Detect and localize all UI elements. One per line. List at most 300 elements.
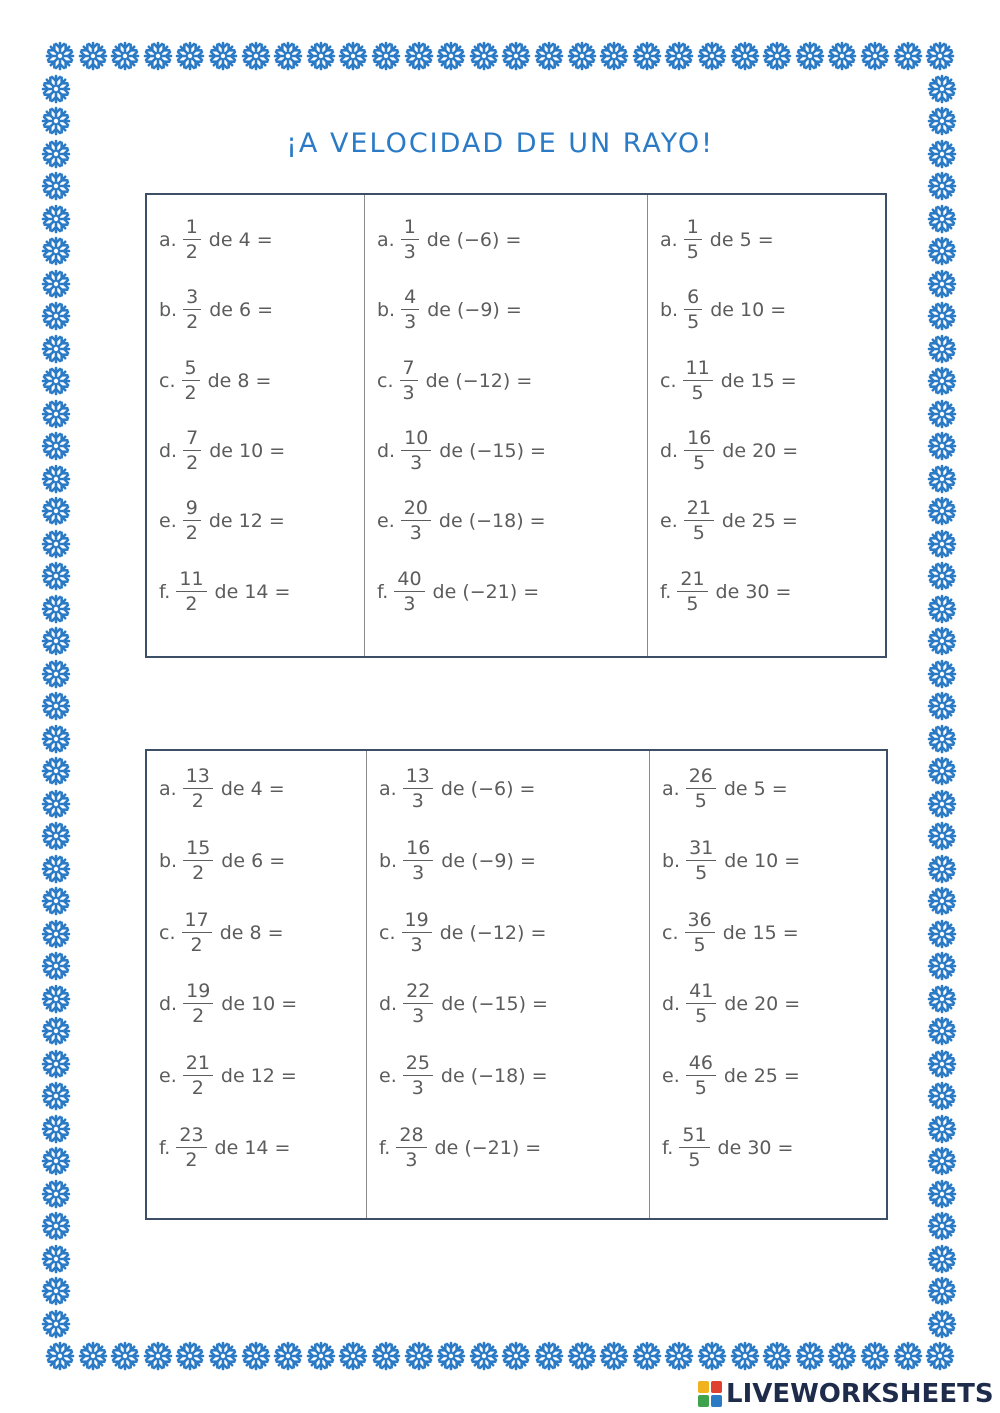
snowflake-icon: [40, 1080, 72, 1112]
snowflake-icon: [40, 1015, 72, 1047]
expression-rest: de 30 =: [715, 580, 792, 603]
snowflake-icon: [926, 1113, 958, 1145]
fraction: [176, 567, 206, 615]
snowflake-icon: [729, 1340, 761, 1372]
expression-rest: de 6 =: [221, 849, 286, 872]
expression-rest: de 15 =: [720, 369, 797, 392]
expression-rest: de 4 =: [220, 778, 285, 800]
snowflake-icon: [926, 690, 958, 722]
snowflake-icon: [272, 40, 304, 72]
snowflake-icon: [240, 40, 272, 72]
fraction: [684, 218, 702, 262]
fraction-numerator: 16: [406, 836, 431, 859]
fraction: [403, 982, 433, 1026]
expression-rest: de (−15) =: [439, 439, 546, 462]
snowflake-icon: [435, 1340, 467, 1372]
fraction-numerator: 1: [403, 216, 416, 238]
snowflake-icon: [926, 1275, 958, 1307]
expression-rest: de 4 =: [208, 229, 273, 251]
fraction: [183, 836, 213, 884]
fraction: [686, 982, 716, 1026]
exercise-column-3: [649, 751, 887, 1218]
fraction-numerator: 6: [687, 286, 700, 309]
fraction-denominator: 3: [405, 1149, 418, 1171]
fraction-numerator: 21: [686, 497, 711, 520]
fraction-numerator: 26: [688, 765, 713, 787]
brand-name: LIVEWORKSHEETS: [726, 1379, 994, 1409]
snowflake-icon: [696, 1340, 728, 1372]
exercise-item: [159, 903, 284, 963]
fraction: [400, 356, 418, 404]
item-label: c.: [660, 369, 677, 392]
fraction-numerator: 36: [687, 908, 712, 931]
snowflake-icon: [40, 73, 72, 105]
item-label: d.: [662, 993, 681, 1016]
expression-rest: de 25 =: [723, 1065, 800, 1088]
fraction-denominator: 3: [404, 311, 417, 334]
item-label: a.: [159, 229, 177, 251]
snowflake-icon: [109, 40, 141, 72]
snowflake-icon: [40, 528, 72, 560]
fraction: [182, 356, 200, 404]
fraction-numerator: 11: [685, 356, 710, 379]
snowflake-icon: [926, 885, 958, 917]
exercise-item: [379, 1118, 541, 1178]
fraction: [684, 499, 714, 543]
item-label: a.: [662, 778, 680, 800]
exercise-item: [662, 903, 799, 963]
exercise-item: [159, 759, 285, 819]
fraction-numerator: 41: [689, 980, 714, 1003]
fraction: [686, 767, 716, 811]
snowflake-icon: [337, 40, 369, 72]
snowflake-icon: [174, 40, 206, 72]
expression-rest: de 25 =: [721, 510, 798, 533]
snowflake-icon: [663, 40, 695, 72]
fraction: [401, 499, 431, 543]
fraction-numerator: 19: [186, 980, 211, 1003]
snowflake-icon: [44, 1340, 76, 1372]
fraction: [403, 836, 433, 884]
exercise-item: [377, 562, 539, 622]
fraction-denominator: 2: [192, 861, 205, 884]
snowflake-icon: [926, 755, 958, 787]
exercise-item: [379, 974, 548, 1034]
fraction: [684, 426, 714, 474]
snowflake-icon: [77, 1340, 109, 1372]
fraction-denominator: 3: [412, 861, 425, 884]
snowflake-icon: [926, 820, 958, 852]
fraction-denominator: 2: [191, 790, 204, 812]
fraction-numerator: 16: [687, 426, 712, 449]
snowflake-icon: [631, 40, 663, 72]
exercise-column-2: [364, 195, 648, 656]
snowflake-icon: [500, 1340, 532, 1372]
item-label: c.: [379, 921, 396, 944]
exercise-item: [159, 421, 285, 481]
snowflake-icon: [142, 1340, 174, 1372]
fraction: [396, 1126, 426, 1170]
snowflake-icon: [40, 1243, 72, 1275]
fraction-numerator: 17: [184, 908, 209, 931]
item-label: d.: [379, 993, 398, 1016]
fraction-denominator: 5: [693, 451, 706, 474]
snowflake-icon: [892, 1340, 924, 1372]
exercise-item: [660, 562, 791, 622]
snowflake-icon: [926, 1308, 958, 1340]
expression-rest: de (−6) =: [426, 229, 522, 251]
snowflake-icon: [826, 1340, 858, 1372]
fraction-numerator: 3: [186, 286, 199, 309]
snowflake-icon: [598, 40, 630, 72]
item-label: e.: [379, 1065, 397, 1088]
fraction-denominator: 5: [695, 861, 708, 884]
fraction-denominator: 5: [687, 311, 700, 334]
fraction-numerator: 22: [406, 980, 431, 1003]
fraction-denominator: 3: [410, 933, 423, 956]
exercise-item: [662, 831, 800, 891]
snowflake-icon: [598, 1340, 630, 1372]
liveworksheets-logo: [698, 1378, 994, 1410]
fraction-denominator: 3: [412, 1005, 425, 1028]
fraction: [677, 567, 707, 615]
expression-rest: de 20 =: [724, 993, 801, 1016]
fraction-denominator: 3: [411, 790, 424, 812]
snowflake-icon: [761, 1340, 793, 1372]
snowflake-icon: [272, 1340, 304, 1372]
fraction: [686, 1054, 716, 1098]
snowflake-icon: [926, 398, 958, 430]
exercise-item: [660, 280, 786, 340]
snowflake-icon: [926, 73, 958, 105]
snowflake-icon: [40, 788, 72, 820]
fraction-denominator: 5: [693, 933, 706, 956]
snowflake-icon: [240, 1340, 272, 1372]
fraction-denominator: 2: [191, 1077, 204, 1100]
snowflake-icon: [40, 1145, 72, 1177]
item-label: e.: [662, 1065, 680, 1088]
item-label: f.: [660, 580, 672, 603]
snowflake-icon: [826, 40, 858, 72]
item-label: f.: [377, 580, 389, 603]
exercise-table-2: [145, 749, 888, 1220]
snowflake-icon: [696, 40, 728, 72]
snowflake-icon: [794, 1340, 826, 1372]
snowflake-icon: [435, 40, 467, 72]
snowflake-icon: [40, 593, 72, 625]
fraction-denominator: 5: [691, 381, 704, 404]
exercise-item: [662, 1046, 800, 1106]
fraction-numerator: 31: [689, 836, 714, 859]
fraction: [182, 908, 212, 956]
snowflake-icon: [892, 40, 924, 72]
snowflake-icon: [926, 1210, 958, 1242]
snowflake-icon: [40, 658, 72, 690]
snowflake-icon: [403, 40, 435, 72]
snowflake-icon: [924, 1340, 956, 1372]
item-label: d.: [377, 439, 396, 462]
fraction-numerator: 4: [404, 286, 417, 309]
snowflake-icon: [40, 1275, 72, 1307]
expression-rest: de 10 =: [209, 439, 286, 462]
fraction-numerator: 46: [688, 1052, 713, 1075]
snowflake-icon: [631, 1340, 663, 1372]
item-label: a.: [379, 778, 397, 800]
snowflake-icon: [924, 40, 956, 72]
exercise-item: [377, 280, 522, 340]
snowflake-icon: [370, 40, 402, 72]
snowflake-icon: [926, 1145, 958, 1177]
snowflake-icon: [40, 170, 72, 202]
fraction: [183, 982, 213, 1026]
snowflake-icon: [40, 625, 72, 657]
exercise-item: [159, 562, 290, 622]
snowflake-icon: [926, 593, 958, 625]
fraction-denominator: 2: [186, 311, 199, 334]
fraction-denominator: 3: [403, 592, 416, 615]
snowflake-icon: [926, 1178, 958, 1210]
fraction: [686, 836, 716, 884]
snowflake-icon: [40, 463, 72, 495]
exercise-column-2: [366, 751, 650, 1218]
fraction: [183, 288, 201, 332]
snowflake-icon: [40, 853, 72, 885]
expression-rest: de 10 =: [710, 299, 787, 322]
fraction-denominator: 5: [686, 241, 699, 263]
snowflake-icon: [109, 1340, 141, 1372]
fraction: [401, 288, 419, 332]
exercise-column-1: [147, 195, 364, 656]
item-label: b.: [377, 299, 396, 322]
snowflake-icon: [40, 1308, 72, 1340]
fraction: [683, 356, 713, 404]
item-label: b.: [159, 849, 178, 872]
fraction-denominator: 3: [409, 522, 422, 545]
exercise-item: [377, 491, 546, 551]
page-title: ¡A VELOCIDAD DE UN RAYO!: [286, 128, 714, 159]
snowflake-icon: [926, 625, 958, 657]
snowflake-icon: [859, 40, 891, 72]
expression-rest: de 14 =: [214, 580, 291, 603]
fraction: [403, 1054, 433, 1098]
expression-rest: de 5 =: [723, 778, 788, 800]
fraction-numerator: 1: [185, 216, 198, 238]
fraction: [394, 567, 424, 615]
item-label: f.: [159, 580, 171, 603]
exercise-item: [660, 351, 797, 411]
fraction-denominator: 5: [694, 1077, 707, 1100]
fraction-denominator: 2: [185, 592, 198, 615]
exercise-column-1: [147, 751, 366, 1218]
expression-rest: de 12 =: [220, 1065, 297, 1088]
fraction-denominator: 5: [686, 592, 699, 615]
exercise-item: [159, 974, 297, 1034]
snowflake-icon: [40, 268, 72, 300]
fraction-numerator: 25: [405, 1052, 430, 1075]
fraction-numerator: 7: [402, 356, 415, 379]
expression-rest: de 15 =: [722, 921, 799, 944]
snowflake-icon: [40, 300, 72, 332]
fraction: [684, 288, 702, 332]
snowflake-icon: [40, 1178, 72, 1210]
item-label: f.: [159, 1137, 171, 1159]
snowflake-icon: [926, 950, 958, 982]
snowflake-icon: [926, 268, 958, 300]
fraction-denominator: 2: [184, 381, 197, 404]
fraction-numerator: 10: [404, 426, 429, 449]
snowflake-icon: [794, 40, 826, 72]
item-label: e.: [159, 1065, 177, 1088]
expression-rest: de (−9) =: [441, 849, 536, 872]
expression-rest: de 8 =: [219, 921, 284, 944]
snowflake-icon: [926, 658, 958, 690]
item-label: c.: [662, 921, 679, 944]
exercise-item: [159, 1046, 297, 1106]
expression-rest: de (−21) =: [434, 1137, 542, 1159]
item-label: f.: [662, 1137, 674, 1159]
expression-rest: de 5 =: [709, 229, 774, 251]
snowflake-icon: [40, 820, 72, 852]
snowflake-icon: [761, 40, 793, 72]
exercise-item: [379, 759, 535, 819]
fraction-numerator: 28: [399, 1124, 424, 1146]
item-label: e.: [377, 510, 395, 533]
snowflake-icon: [40, 723, 72, 755]
fraction-denominator: 3: [402, 381, 415, 404]
snowflake-icon: [926, 333, 958, 365]
fraction: [183, 426, 201, 474]
snowflake-icon: [40, 950, 72, 982]
expression-rest: de 6 =: [209, 299, 274, 322]
exercise-column-3: [647, 195, 886, 656]
snowflake-icon: [926, 203, 958, 235]
fraction: [401, 218, 419, 262]
snowflake-icon: [40, 690, 72, 722]
fraction: [176, 1126, 206, 1170]
snowflake-icon: [40, 560, 72, 592]
fraction-numerator: 21: [185, 1052, 210, 1075]
expression-rest: de 12 =: [208, 510, 285, 533]
snowflake-icon: [40, 1210, 72, 1242]
exercise-item: [379, 903, 546, 963]
snowflake-icon: [926, 983, 958, 1015]
expression-rest: de (−18) =: [440, 1065, 548, 1088]
fraction-numerator: 13: [185, 765, 210, 787]
expression-rest: de 30 =: [717, 1137, 794, 1159]
snowflake-icon: [44, 40, 76, 72]
snowflake-icon: [305, 40, 337, 72]
snowflake-icon: [926, 300, 958, 332]
exercise-item: [379, 1046, 548, 1106]
fraction-numerator: 13: [405, 765, 430, 787]
fraction-denominator: 2: [192, 1005, 205, 1028]
expression-rest: de (−21) =: [432, 580, 540, 603]
exercise-item: [159, 280, 273, 340]
snowflake-icon: [566, 40, 598, 72]
expression-rest: de 10 =: [221, 993, 298, 1016]
item-label: b.: [660, 299, 679, 322]
item-label: e.: [159, 510, 177, 533]
fraction-denominator: 3: [411, 1077, 424, 1100]
fraction-denominator: 5: [694, 790, 707, 812]
exercise-item: [377, 421, 546, 481]
exercise-item: [662, 1118, 793, 1178]
fraction-denominator: 2: [185, 241, 198, 263]
fraction-numerator: 21: [680, 567, 705, 590]
item-label: c.: [159, 369, 176, 392]
fraction: [679, 1126, 709, 1170]
item-label: a.: [377, 229, 395, 251]
item-label: b.: [379, 849, 398, 872]
item-label: d.: [660, 439, 679, 462]
snowflake-icon: [663, 1340, 695, 1372]
snowflake-icon: [40, 1048, 72, 1080]
exercise-item: [660, 210, 774, 270]
snowflake-icon: [403, 1340, 435, 1372]
expression-rest: de (−9) =: [427, 299, 522, 322]
exercise-item: [159, 351, 271, 411]
snowflake-icon: [926, 170, 958, 202]
fraction-numerator: 11: [179, 567, 204, 590]
exercise-item: [159, 831, 285, 891]
fraction-numerator: 7: [186, 426, 199, 449]
fraction: [401, 426, 431, 474]
expression-rest: de (−6) =: [440, 778, 536, 800]
snowflake-icon: [468, 40, 500, 72]
snowflake-icon: [40, 885, 72, 917]
exercise-item: [379, 831, 536, 891]
item-label: c.: [159, 921, 176, 944]
snowflake-icon: [142, 40, 174, 72]
expression-rest: de (−15) =: [441, 993, 548, 1016]
snowflake-icon: [926, 235, 958, 267]
snowflake-icon: [926, 430, 958, 462]
exercise-item: [660, 421, 798, 481]
snowflake-icon: [926, 1048, 958, 1080]
fraction-denominator: 5: [688, 1149, 701, 1171]
snowflake-icon: [926, 1080, 958, 1112]
snowflake-icon: [77, 40, 109, 72]
snowflake-icon: [40, 333, 72, 365]
item-label: d.: [159, 993, 178, 1016]
expression-rest: de 14 =: [214, 1137, 291, 1159]
snowflake-icon: [40, 983, 72, 1015]
snowflake-icon: [207, 40, 239, 72]
exercise-item: [662, 974, 800, 1034]
exercise-item: [377, 351, 532, 411]
expression-rest: de 20 =: [722, 439, 799, 462]
snowflake-icon: [40, 398, 72, 430]
snowflake-icon: [926, 463, 958, 495]
snowflake-icon: [468, 1340, 500, 1372]
exercise-item: [159, 491, 285, 551]
snowflake-icon: [926, 1015, 958, 1047]
snowflake-icon: [926, 365, 958, 397]
expression-rest: de (−12) =: [425, 369, 533, 392]
snowflake-icon: [729, 40, 761, 72]
expression-rest: de (−12) =: [439, 921, 547, 944]
snowflake-icon: [40, 755, 72, 787]
exercise-item: [159, 1118, 290, 1178]
snowflake-icon: [40, 495, 72, 527]
snowflake-icon: [926, 528, 958, 560]
snowflake-icon: [500, 40, 532, 72]
item-label: b.: [662, 849, 681, 872]
fraction-numerator: 5: [184, 356, 197, 379]
liveworksheets-logo-icon: [698, 1381, 722, 1407]
snowflake-icon: [926, 1243, 958, 1275]
expression-rest: de (−18) =: [438, 510, 546, 533]
